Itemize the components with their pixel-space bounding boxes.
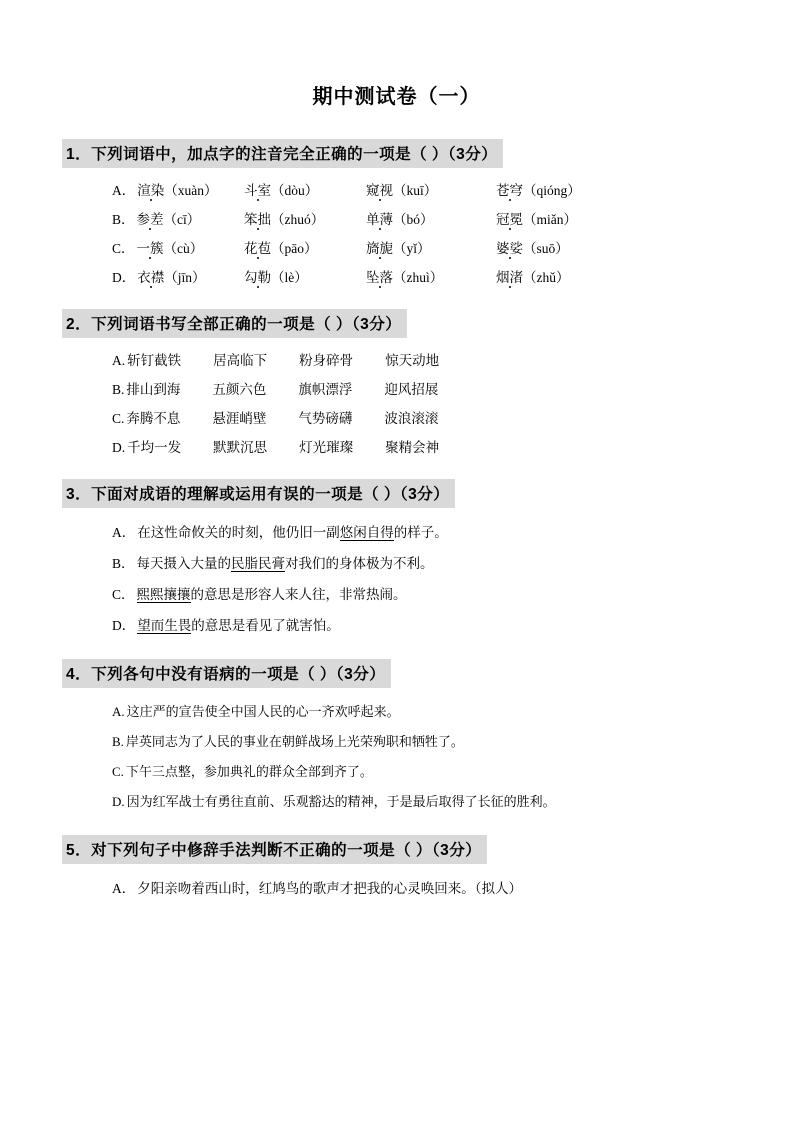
question-1-option-a [62, 179, 731, 199]
option-word: 窥视 [366, 183, 393, 198]
sentence-post: 的意思是看见了就害怕。 [191, 618, 340, 633]
option-cell [496, 237, 616, 257]
option-label: D. [112, 440, 126, 455]
word-item: 气势磅礴 [298, 411, 353, 426]
option-pinyin: （cī） [163, 212, 201, 227]
option-cell [244, 208, 366, 228]
option-pinyin: （suō） [523, 241, 569, 256]
word-item: 迎风招展 [384, 382, 439, 397]
option-cell [244, 237, 366, 257]
option-pinyin: （kuī） [393, 183, 438, 198]
word-item: 波浪滚滚 [384, 411, 439, 426]
option-label: B. [112, 734, 124, 749]
option-word: 一簇 [136, 241, 164, 256]
question-2-heading: 2．下列词语书写全部正确的一项是（ ）（3分） [62, 309, 407, 338]
word-item: 粉身碎骨 [299, 353, 354, 368]
option-pinyin: （zhuó） [271, 212, 325, 227]
option-cell [112, 208, 244, 228]
option-cell [496, 208, 616, 228]
question-1 [62, 125, 731, 286]
sentence-text: 岸英同志为了人民的事业在朝鲜战场上光荣殉职和牺牲了。 [125, 734, 464, 749]
question-2-option-d [62, 436, 731, 456]
sentence-underlined: 悠闲自得 [339, 525, 394, 540]
question-5-heading: 5．对下列句子中修辞手法判断不正确的一项是（ ）（3分） [62, 835, 487, 864]
option-cell [112, 179, 244, 199]
question-2 [62, 295, 731, 456]
option-label: D． [112, 618, 136, 633]
question-1-option-c [62, 237, 731, 257]
question-3-option-d [62, 614, 731, 634]
option-label: C． [112, 241, 135, 256]
question-2-option-b [62, 378, 731, 398]
sentence-underlined: 民脂民膏 [231, 556, 286, 571]
word-item: 斩钉截铁 [127, 353, 182, 368]
sentence-underlined: 熙熙攘攘 [136, 587, 191, 602]
option-cell [244, 266, 366, 286]
option-word: 单薄 [366, 212, 393, 227]
question-1-option-d [62, 266, 731, 286]
question-4-option-b [62, 731, 731, 750]
sentence-post: 的样子。 [393, 525, 448, 540]
question-3-heading: 3．下面对成语的理解或运用有误的一项是（ ）（3分） [62, 479, 455, 508]
word-item: 居高临下 [213, 353, 268, 368]
word-item: 灯光璀璨 [299, 440, 354, 455]
word-item: 默默沉思 [213, 440, 268, 455]
question-3-option-b [62, 552, 731, 572]
option-cell [366, 266, 496, 286]
option-word: 衣襟 [137, 270, 165, 285]
option-label: C. [112, 411, 125, 426]
option-pinyin: （miǎn） [523, 212, 577, 227]
option-word: 斗室 [244, 183, 271, 198]
option-word: 苍穹 [496, 183, 523, 198]
question-1-option-b [62, 208, 731, 228]
option-pinyin: （pāo） [271, 241, 318, 256]
question-3-option-a [62, 521, 731, 541]
word-item: 千均一发 [127, 440, 182, 455]
option-pinyin: （zhǔ） [523, 270, 570, 285]
option-label: A． [112, 881, 136, 896]
option-pinyin: （bó） [393, 212, 434, 227]
word-item: 聚精会神 [385, 440, 440, 455]
option-label: A. [112, 353, 126, 368]
option-pinyin: （qióng） [523, 183, 581, 198]
question-3-option-c [62, 583, 731, 603]
option-word: 笨拙 [244, 212, 271, 227]
option-word: 烟渚 [496, 270, 523, 285]
option-label: B． [112, 556, 135, 571]
sentence-pre: 在这性命攸关的时刻，他仍旧一副 [137, 525, 340, 540]
option-label: B. [112, 382, 125, 397]
question-4 [62, 645, 731, 810]
question-4-heading: 4．下列各句中没有语病的一项是（ ）（3分） [62, 659, 391, 688]
question-5-option-a [62, 877, 731, 897]
sentence-post: 对我们的身体极为不利。 [285, 556, 434, 571]
option-cell [112, 237, 244, 257]
word-item: 奔腾不息 [126, 411, 181, 426]
option-label: A． [112, 525, 136, 540]
option-cell [112, 266, 244, 286]
option-pinyin: （dòu） [271, 183, 319, 198]
option-label: C. [112, 764, 124, 779]
sentence-text: 这庄严的宣告使全中国人民的心一齐欢呼起来。 [126, 704, 400, 719]
sentence-text: 因为红军战士有勇往直前、乐观豁达的精神，于是最后取得了长征的胜利。 [126, 794, 556, 809]
word-item: 排山到海 [126, 382, 181, 397]
option-pinyin: （yǐ） [393, 241, 431, 256]
sentence-text: 下午三点整，参加典礼的群众全部到齐了。 [125, 764, 373, 779]
option-cell [496, 179, 616, 199]
option-label: D. [112, 794, 125, 809]
option-label: D． [112, 270, 136, 285]
option-word: 勾勒 [244, 270, 271, 285]
option-cell [366, 237, 496, 257]
option-label: A. [112, 704, 125, 719]
sentence-text: 夕阳亲吻着西山时，红鸠鸟的歌声才把我的心灵唤回来。（拟人） [137, 881, 522, 896]
sentence-underlined: 望而生畏 [137, 618, 192, 633]
option-cell [366, 179, 496, 199]
option-pinyin: （jīn） [164, 270, 206, 285]
option-pinyin: （lè） [271, 270, 308, 285]
option-pinyin: （zhuì） [393, 270, 444, 285]
page-title: 期中测试卷（一） [312, 86, 481, 108]
word-item: 惊天动地 [385, 353, 440, 368]
word-item: 五颜六色 [212, 382, 267, 397]
sentence-post: 的意思是形容人来人往，非常热闹。 [190, 587, 407, 602]
option-cell [496, 266, 616, 286]
question-4-option-d [62, 791, 731, 810]
option-word: 冠冕 [496, 212, 523, 227]
option-pinyin: （xuàn） [164, 183, 218, 198]
word-item: 悬涯峭壁 [212, 411, 267, 426]
option-pinyin: （cù） [163, 241, 204, 256]
question-4-option-a [62, 701, 731, 720]
option-word: 花苞 [244, 241, 271, 256]
question-4-option-c [62, 761, 731, 780]
question-2-option-a [62, 349, 731, 369]
sentence-pre: 每天摄入大量的 [136, 556, 232, 571]
question-5 [62, 821, 731, 897]
question-1-heading: 1．下列词语中，加点字的注音完全正确的一项是（ ）（3分） [62, 139, 503, 168]
option-label: A． [112, 183, 136, 198]
word-item: 旗帜漂浮 [298, 382, 353, 397]
question-2-option-c [62, 407, 731, 427]
question-3 [62, 465, 731, 634]
option-label: C． [112, 587, 135, 602]
option-cell [244, 179, 366, 199]
option-word: 旖旎 [366, 241, 393, 256]
option-word: 渲染 [137, 183, 165, 198]
option-word: 婆娑 [496, 241, 523, 256]
option-word: 参差 [136, 212, 164, 227]
option-label: B． [112, 212, 135, 227]
option-cell [366, 208, 496, 228]
option-word: 坠落 [366, 270, 393, 285]
